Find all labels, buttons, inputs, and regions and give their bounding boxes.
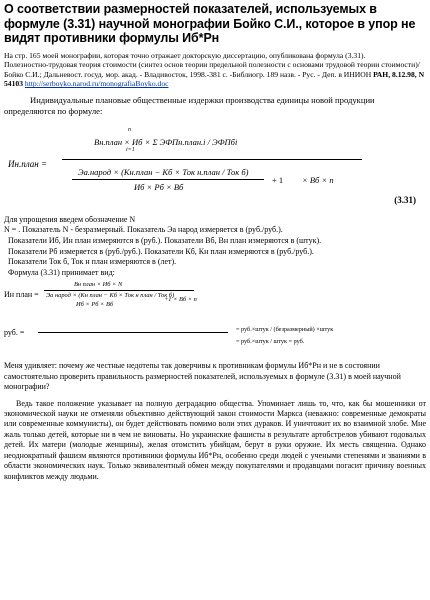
citation-text: Полезностно-трудовая теория стоимости (синтез основ теории предельной полезности с основами трудовой теории стоимости)/ Бойко С.И.; Дальневост. госуд. мор. акад. - Владивосток, 1998.-381 с. -Библиогр. 189 назв. - Рус. - Деп. в ИНИОН <box>4 60 420 79</box>
formula-den-tail: × Вб × n <box>302 174 334 185</box>
formula-numerator: Вн.план × Иб × Σ ЭФПн.план.i / ЭФПбi <box>94 136 238 147</box>
citation-block <box>4 51 426 89</box>
simplified-formula <box>4 280 426 310</box>
mini-den-b: Иб × Рб × Вб <box>76 301 114 309</box>
formula-plus-one: + 1 <box>272 174 284 185</box>
inner-fraction-line <box>72 179 264 180</box>
formula-den-b: Иб × Рб × Вб <box>134 181 184 192</box>
monograph-link[interactable]: http://serboyko.narod.ru/monografiaBoyko.doc <box>24 79 169 89</box>
notation-n: N = . Показатель N - безразмерный. Показатель Эа народ измеряется в (руб./руб.). <box>4 225 283 235</box>
main-fraction-line <box>62 159 362 160</box>
final-paragraph: Ведь такое положение указывает на полную деградацию общества. Упоминает лишь то, что, как бы мошенники от экономической науки не отменяли объективно действующий закон стоимости Маркса (неважно: современные демократы или современные коммунисты), он будет действовать помимо воли этих дураков. И уничтожит их во взаимной злобе. Мне жаль только детей, которые ни в чем не виноваты. Но украинские фашисты в результате артобстрелов убивают годовалых детей. Их матери (молодые женщины), желая отомстить убийцам, берут в руки оружие. Их месть священна. Однако неоднократный фашизм являются противники формулы Иб*Рн, особенно среди людей с учеными степенями и званиями в области экономических наук. Только эквивалентный обмен между покупателями и продавцами погасит причину военных конфликтов между людьми. <box>4 398 426 481</box>
notation-intro: Для упрощения введем обозначение N <box>4 214 136 224</box>
units-end: = руб.×штук / штук = руб. <box>236 338 305 346</box>
mini-numerator: Вн план × Иб × N <box>74 281 123 289</box>
formula-den-a: Эа.народ × (Кн.план − Кб × Ток н.план / Ток б) <box>78 166 249 177</box>
document-page <box>4 2 426 482</box>
equation-number: (3.31) <box>394 194 416 205</box>
page-title: О соответствии размерностей показателей, используемых в формуле (3.31) научной монографии Бойко С.И., которое в упор не видят противники формулы Иб*Рн <box>4 2 416 45</box>
mini-fraction-line <box>44 290 194 291</box>
units-lhs: руб. = <box>4 328 25 338</box>
sum-lower: i=1 <box>126 146 135 153</box>
mini-tail: +1 × Вб × n <box>164 296 197 304</box>
citation-line-2 <box>4 60 426 89</box>
formula-3-31 <box>4 119 426 211</box>
units-formula <box>4 312 426 358</box>
citation-line-1: На стр. 165 моей монографии, которая точно отражает докторскую диссертацию, опубликована формула (3.31). <box>4 50 366 60</box>
mini-lhs: Ин план = <box>4 290 39 300</box>
units-mid: = руб.×штук / (безразмерный) ×штук <box>236 326 334 334</box>
notation-units-3: Показатели Ток б, Ток н план измеряются в (лет). <box>8 257 177 267</box>
notation-units-2: Показатели Рб измеряется в (руб./руб.). Показатели Кб, Кн план измеряются в (руб./руб.). <box>8 246 314 256</box>
mini-den-a: Эа народ × (Кн план − Кб × Ток н план / Ток б) <box>46 292 175 300</box>
units-fraction-line <box>38 332 228 333</box>
formula-lhs: Ин.план = <box>8 158 48 169</box>
question-paragraph: Меня удивляет: почему же честные недотепы так доверчивы к противникам формулы Иб*Рн и не в состоянии самостоятельно проверить правильность размерностей показателей, используемых в формуле (3.31) в моей научной монографии? <box>4 361 401 392</box>
sum-upper: n <box>128 126 131 133</box>
citation-deposit: РАН, 8.12.98, N 54103 <box>4 69 425 89</box>
notation-formula-intro: Формула (3.31) принимает вид: <box>8 267 115 277</box>
notation-block <box>4 215 426 279</box>
scanned-text: Индивидуальные плановые общественные издержки производства единицы новой продукции определяются по формуле: <box>4 94 375 116</box>
notation-units-1: Показатели Иб, Ин план измеряются в (руб.). Показатели Вб, Вн план измеряются в (штук). <box>8 236 322 246</box>
